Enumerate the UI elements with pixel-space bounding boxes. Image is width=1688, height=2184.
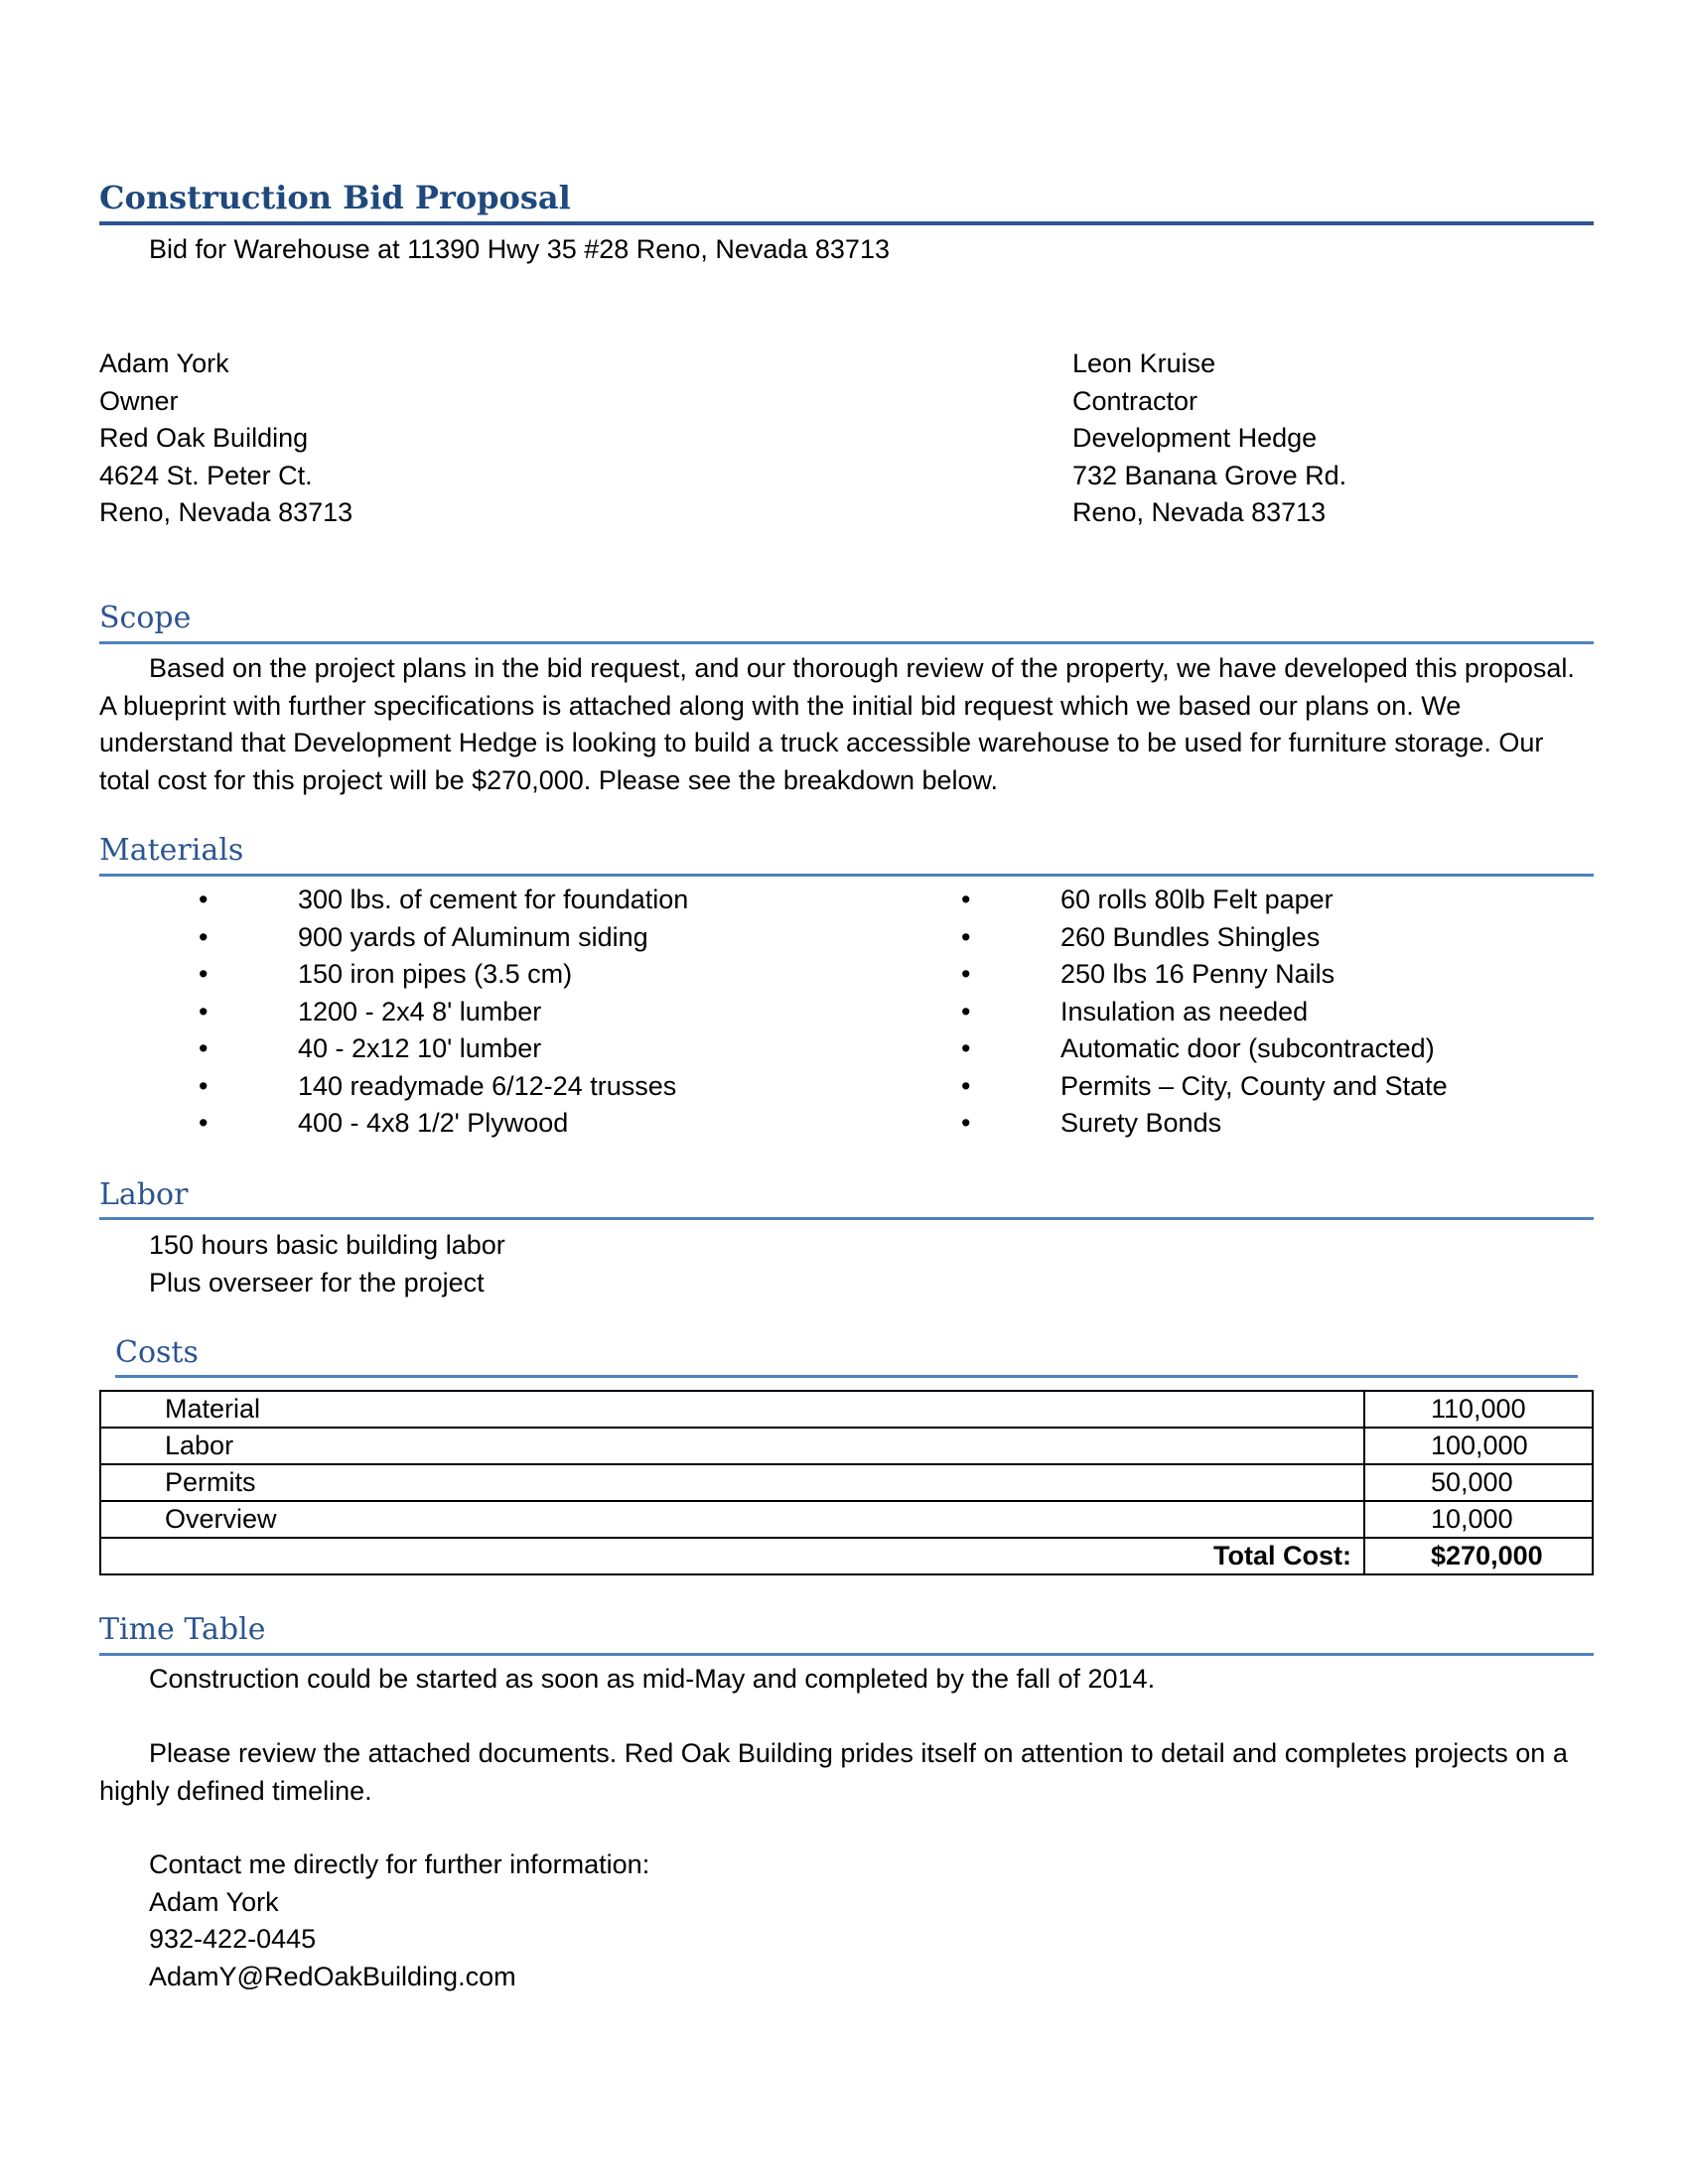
- list-item: • Permits – City, County and State: [961, 1068, 1448, 1106]
- owner-street: 4624 St. Peter Ct.: [99, 460, 313, 490]
- bullet-icon: •: [961, 921, 971, 952]
- table-row: [100, 1501, 1593, 1538]
- bullet-icon: •: [961, 1070, 971, 1101]
- owner-role: Owner: [99, 385, 179, 416]
- scope-paragraph: [99, 650, 1594, 799]
- labor-line: Plus overseer for the project: [149, 1268, 485, 1297]
- contractor-company: Development Hedge: [1072, 423, 1318, 453]
- owner-address-block: [99, 345, 352, 532]
- scope-divider: [99, 641, 1594, 644]
- review-text: Please review the attached documents. Red Oak Building prides itself on attention to detail and completes projects on a highly defined timeline.: [99, 1738, 1568, 1806]
- bullet-icon: •: [961, 1033, 971, 1063]
- contact-name: Adam York: [149, 1886, 279, 1917]
- bullet-icon: •: [199, 921, 209, 952]
- materials-list-left: [199, 882, 688, 1143]
- list-item: • 40 - 2x12 10' lumber: [199, 1030, 688, 1068]
- list-item: • 150 iron pipes (3.5 cm): [199, 956, 688, 994]
- list-item: • 140 readymade 6/12-24 trusses: [199, 1068, 688, 1106]
- timetable-heading: Time Table: [99, 1612, 266, 1647]
- contact-block: [149, 1846, 649, 1995]
- contact-email: AdamY@RedOakBuilding.com: [149, 1961, 516, 1991]
- table-row: [100, 1428, 1593, 1464]
- total-row: [100, 1538, 1593, 1574]
- list-item: • 60 rolls 80lb Felt paper: [961, 882, 1448, 919]
- cost-item: Labor: [100, 1428, 1364, 1464]
- costs-heading: Costs: [115, 1335, 199, 1370]
- contractor-role: Contractor: [1072, 385, 1198, 416]
- cost-item: Material: [100, 1391, 1364, 1428]
- materials-divider: [99, 874, 1594, 877]
- contact-intro: Contact me directly for further information:: [149, 1849, 650, 1879]
- list-item: • Insulation as needed: [961, 994, 1448, 1031]
- scope-heading: Scope: [99, 601, 192, 635]
- costs-divider: [115, 1375, 1578, 1378]
- labor-lines: [149, 1226, 505, 1301]
- contractor-name: Leon Kruise: [1072, 348, 1216, 378]
- bullet-icon: •: [199, 959, 209, 989]
- table-row: [100, 1391, 1593, 1428]
- contractor-address-block: [1072, 345, 1346, 532]
- list-item: • 260 Bundles Shingles: [961, 919, 1448, 957]
- list-item: • 900 yards of Aluminum siding: [199, 919, 688, 957]
- title-divider: [99, 221, 1594, 225]
- timetable-divider: [99, 1653, 1594, 1656]
- total-cost-label: Total Cost:: [100, 1538, 1364, 1574]
- cost-amount: 100,000: [1364, 1428, 1593, 1464]
- table-row: [100, 1464, 1593, 1501]
- bullet-icon: •: [199, 885, 209, 914]
- scope-text: Based on the project plans in the bid request, and our thorough review of the property, we have developed this proposal. A blueprint with further specifications is attached along with the initial bid request which we based our plans on. We understand that Development Hedge is looking to build a truck accessible warehouse to be used for furniture storage. Our total cost for this project will be $270,000. Please see the breakdown below.: [99, 653, 1575, 795]
- owner-company: Red Oak Building: [99, 423, 309, 453]
- materials-heading: Materials: [99, 833, 244, 868]
- list-item: • Surety Bonds: [961, 1105, 1448, 1143]
- document-subtitle: Bid for Warehouse at 11390 Hwy 35 #28 Reno, Nevada 83713: [149, 234, 890, 264]
- cost-item: Overview: [100, 1501, 1364, 1538]
- owner-name: Adam York: [99, 348, 229, 378]
- list-item: • 1200 - 2x4 8' lumber: [199, 994, 688, 1031]
- list-item: • Automatic door (subcontracted): [961, 1030, 1448, 1068]
- contractor-street: 732 Banana Grove Rd.: [1072, 460, 1347, 490]
- bullet-icon: •: [199, 1033, 209, 1063]
- bullet-icon: •: [961, 996, 971, 1026]
- review-paragraph: [99, 1735, 1594, 1810]
- total-cost-value: $270,000: [1364, 1538, 1593, 1574]
- labor-line: 150 hours basic building labor: [149, 1230, 505, 1260]
- labor-divider: [99, 1217, 1594, 1220]
- materials-list-right: [961, 882, 1448, 1143]
- list-item: • 250 lbs 16 Penny Nails: [961, 956, 1448, 994]
- bullet-icon: •: [199, 996, 209, 1026]
- bullet-icon: •: [961, 885, 971, 914]
- owner-city: Reno, Nevada 83713: [99, 497, 353, 527]
- list-item: • 400 - 4x8 1/2' Plywood: [199, 1105, 688, 1143]
- contractor-city: Reno, Nevada 83713: [1072, 497, 1327, 527]
- bullet-icon: •: [199, 1108, 209, 1138]
- list-item: • 300 lbs. of cement for foundation: [199, 882, 688, 919]
- bullet-icon: •: [961, 1108, 971, 1138]
- costs-table: [99, 1390, 1594, 1575]
- cost-amount: 110,000: [1364, 1391, 1593, 1428]
- bullet-icon: •: [961, 959, 971, 989]
- cost-amount: 10,000: [1364, 1501, 1593, 1538]
- labor-heading: Labor: [99, 1177, 189, 1212]
- timetable-text: Construction could be started as soon as mid-May and completed by the fall of 2014.: [149, 1664, 1156, 1694]
- cost-amount: 50,000: [1364, 1464, 1593, 1501]
- timetable-paragraph: [99, 1661, 1594, 1699]
- cost-item: Permits: [100, 1464, 1364, 1501]
- contact-phone: 932-422-0445: [149, 1924, 317, 1954]
- bullet-icon: •: [199, 1070, 209, 1101]
- document-title: Construction Bid Proposal: [99, 179, 571, 216]
